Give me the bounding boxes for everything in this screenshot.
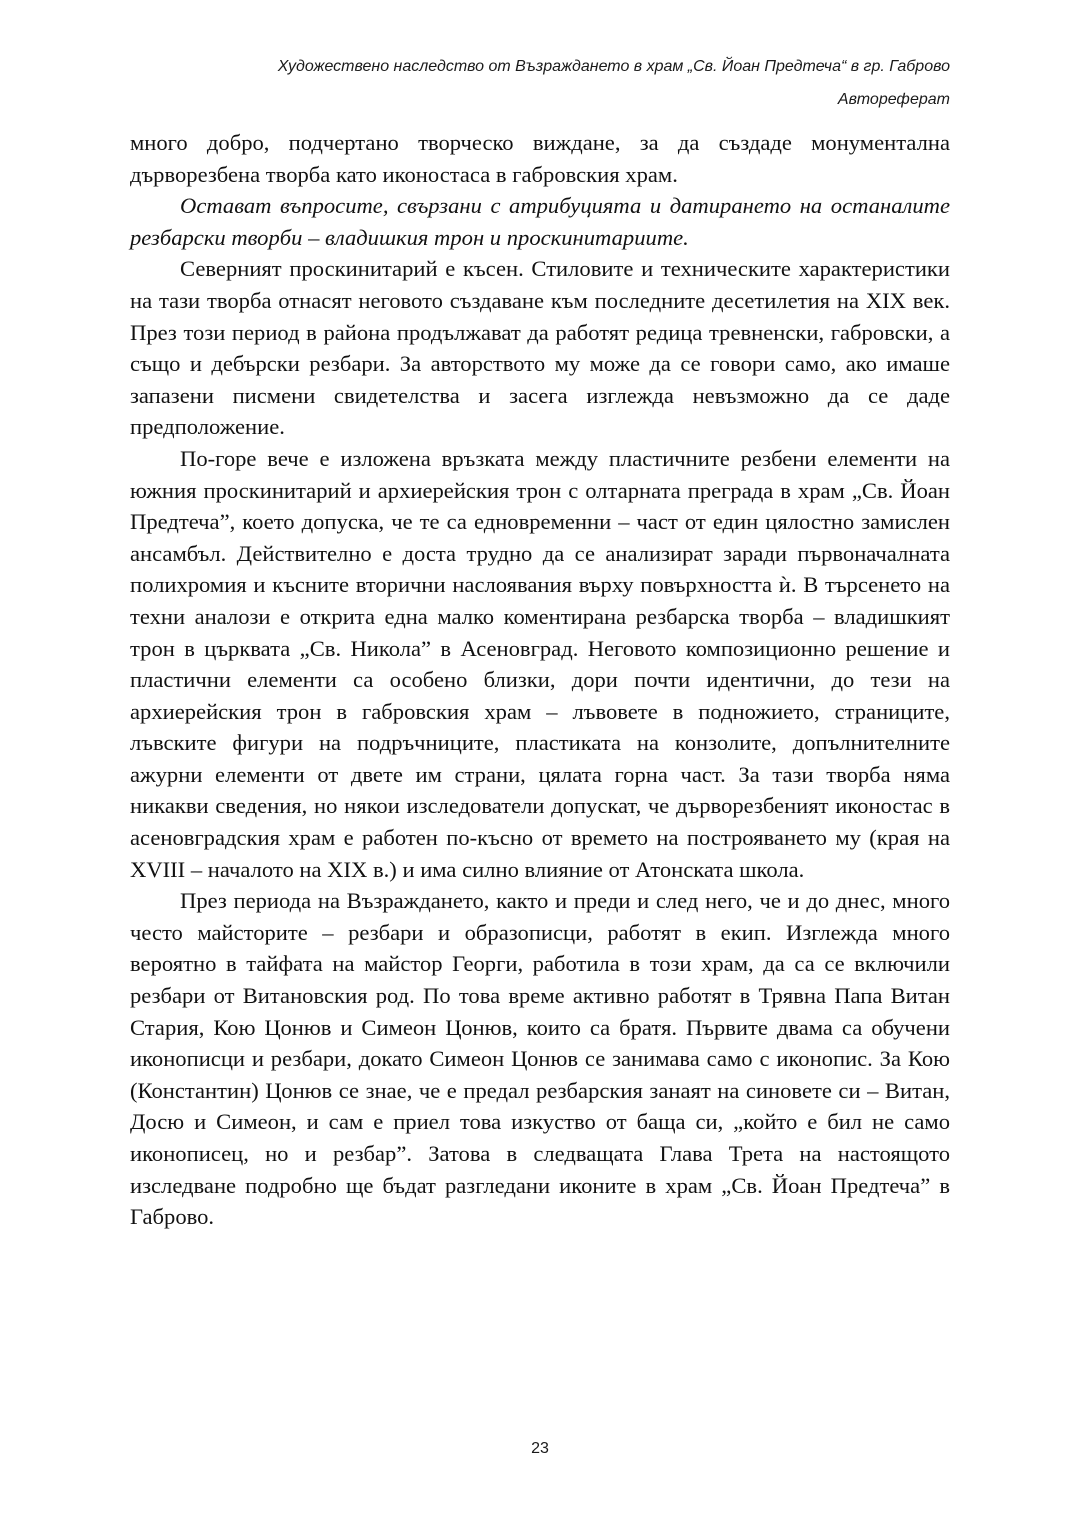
paragraph-northern-proskynetarion: Северният проскинитарий е късен. Стиловите и техническите характеристики на тази творба отнасят неговото създаване към последните десетилетия на XIX век. През този период в района продължават да работят редица тревненски, габровски, а също и дебърски резбари. За авторството му може да се говори само, ако имаше запазени писмени свидетелства и засега изглежда невъзможно да се даде предположение. [130,256,950,440]
header-subtitle: Автореферат [837,91,950,108]
paragraph-questions: Остават въпросите, свързани с атрибуцията и датирането на останалите резбарски творби – владишкия трон и проскинитариите. [130,193,950,250]
paragraph-revival-period: През периода на Възраждането, както и преди и след него, че и до днес, много често майсторите – резбари и образописци, работят в екип. Изглежда много вероятно в тайфата на майстор Георги, работила в този храм, да са се включили резбари от Витановския род. По това време активно работят в Трявна Папа Витан Стария, Кою Цонюв и Симеон Цонюв, които са братя. Първите двама са обучени иконописци и резбари, докато Симеон Цонюв се занимава само с иконопис. За Кою (Константин) Цонюв се знае, че е предал резбарския занаят на синовете си – Витан, Досю и Симеон, и сам е приел това изкуство от баща си, „който е бил не само иконописец, но и резбар”. Затова в следващата Глава Трета на настоящото изследване подробно ще бъдат разгледани иконите в храм „Св. Йоан Предтеча” в Габрово. [130,888,950,1230]
paragraph-continuation: много добро, подчертано творческо виждане, за да създаде монументална дърворезбена творба като иконостаса в габровския храм. [130,130,950,187]
paragraph-southern-proskynetarion: По-горе вече е изложена връзката между пластичните резбени елементи на южния проскинитарий и архиерейския трон с олтарната преграда в храм „Св. Йоан Предтеча”, което допуска, че те са едновременни – част от един цялостно замислен ансамбъл. Действително е доста трудно да се анализират заради първоначалната полихромия и късните вторични наслоявания върху повърхността ѝ. В търсенето на техни аналози е открита една малко коментирана резбарска творба – владишкият трон в църквата „Св. Никола” в Асеновград. Неговото композиционно решение и пластични елементи са особено близки, дори почти идентични, до тези на архиерейския трон в габровския храм – лъвовете в подножието, страниците, лъвските фигури на подръчниците, пластиката на конзолите, допълнителните ажурни елементи от двете им страни, цялата горна част. За тази творба няма никакви сведения, но някои изследователи допускат, че дърворезбеният иконостас в асеновградския храм е работен по-късно от времето на построяването му (края на XVIII – началото на XIX в.) и има силно влияние от Атонската школа. [130,445,950,882]
header-title: Художествено наследство от Възраждането в храм „Св. Йоан Предтеча“ в гр. Габрово [277,58,950,75]
page-number: 23 [531,1440,549,1457]
body-text [130,127,950,1233]
running-header [130,50,950,116]
